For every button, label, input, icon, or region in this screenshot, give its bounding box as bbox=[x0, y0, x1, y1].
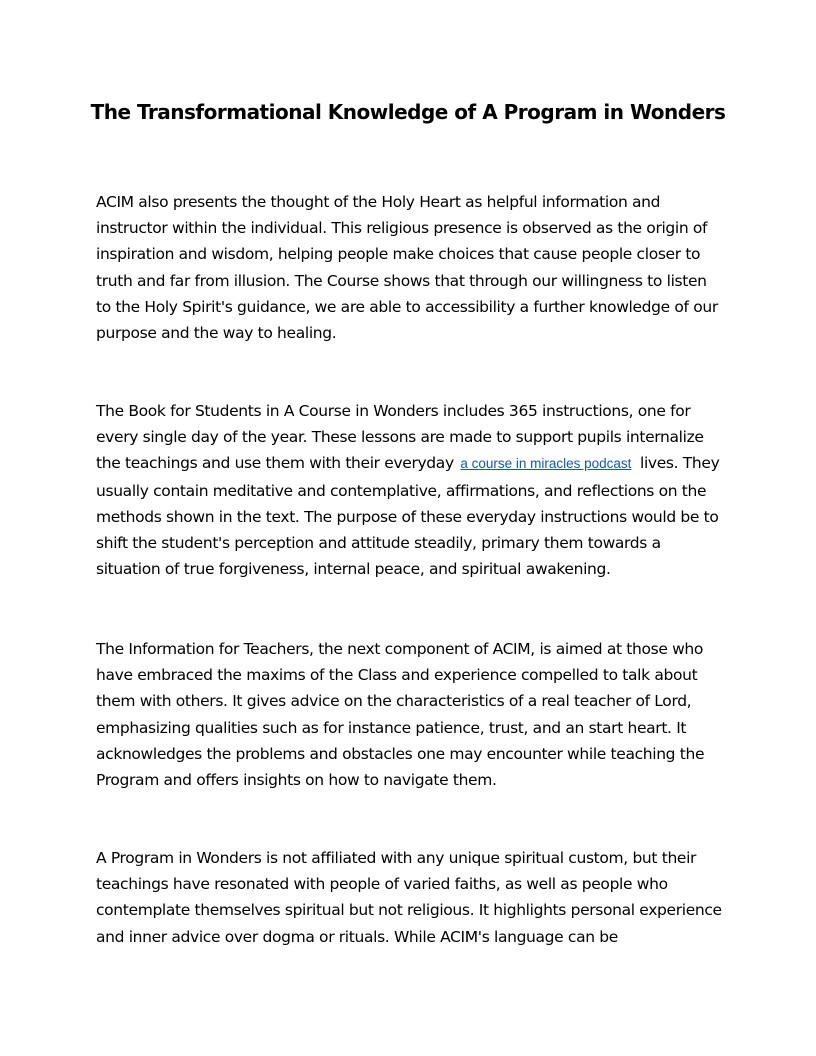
paragraph-text-after-link: lives. They usually contain meditative and contemplative, affirmations, and reflections on the methods shown in the text. The purpose of these everyday instructions would be to shift the student's perception and attitude steadily, primary them towards a situation of true forgiveness, internal peace, and spiritual awakening. bbox=[96, 454, 720, 579]
paragraph-manual-teachers: The Information for Teachers, the next component of ACIM, is aimed at those who have embraced the maxims of the Class and experience compelled to talk about them with others. It gives advice on the characteristics of a real teacher of Lord, emphasizing qualities such as for instance patience, trust, and an start heart. It acknowledges the problems and obstacles one may encounter while teaching the Program and offers insights on how to navigate them. bbox=[96, 640, 705, 790]
podcast-link[interactable]: a course in miracles podcast bbox=[460, 456, 632, 472]
paragraph-workbook bbox=[96, 398, 722, 582]
document-title: The Transformational Knowledge of A Program in Wonders bbox=[90, 100, 726, 124]
paragraph-text-before-link: The Book for Students in A Course in Wonders includes 365 instructions, one for every single day of the year. These lessons are made to support pupils internalize the teachings and use them with their everyday bbox=[96, 402, 704, 473]
paragraph-holy-spirit: ACIM also presents the thought of the Holy Heart as helpful information and instructor within the individual. This religious presence is observed as the origin of inspiration and wisdom, helping people make choices that cause people closer to truth and far from illusion. The Course shows that through our willingness to listen to the Holy Spirit's guidance, we are able to accessibility a further knowledge of our purpose and the way to healing. bbox=[96, 193, 718, 343]
paragraph-not-affiliated: A Program in Wonders is not affiliated with any unique spiritual custom, but their teachings have resonated with people of varied faiths, as well as people who contemplate themselves spiritual but not religious. It highlights personal experience and inner advice over dogma or rituals. While ACIM's language can be bbox=[96, 849, 722, 946]
